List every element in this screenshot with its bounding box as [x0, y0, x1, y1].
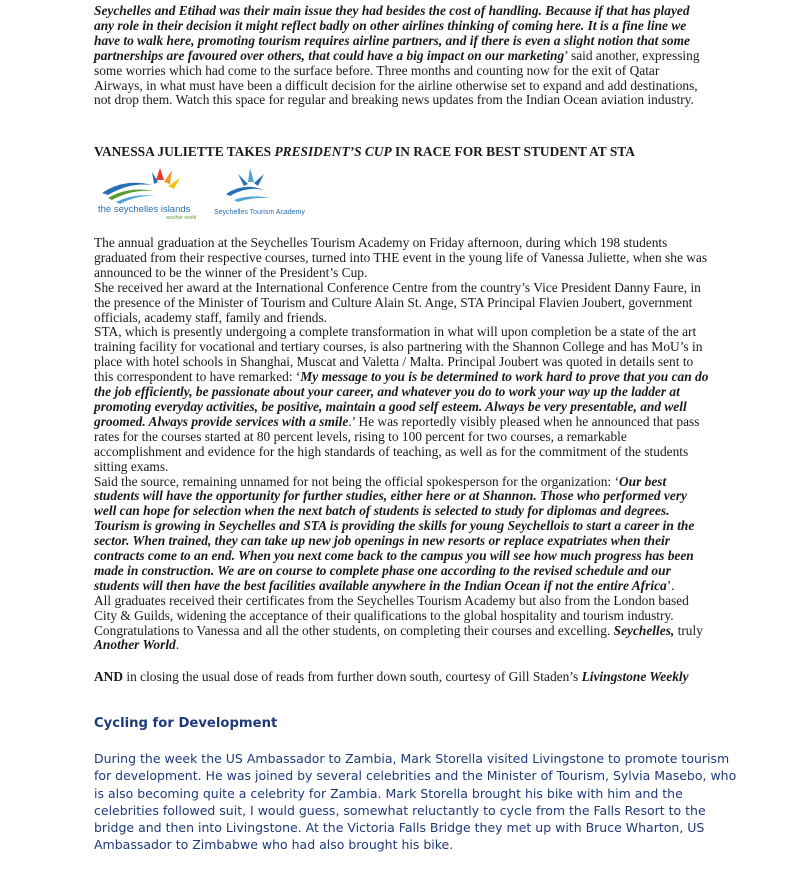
seychelles-logo-image: [94, 160, 334, 222]
headline-presidents-cup: PRESIDENT’S CUP: [274, 144, 392, 159]
article-paragraph-6: [94, 624, 710, 654]
article-headline: [94, 145, 714, 160]
logo-left-tagline: another world: [166, 215, 197, 221]
article-paragraph-3: [94, 325, 710, 474]
article-paragraph-1: The annual graduation at the Seychelles Tourism Academy on Friday afternoon, during which 198 students graduated from their respective courses, turned into THE event in the young life of Vanessa Juliette, when she was announced to be the winner of the President’s Cup.: [94, 235, 708, 280]
p4-end: ’.: [666, 577, 675, 593]
intro-paragraph: [94, 4, 710, 108]
cycling-heading: Cycling for Development: [94, 716, 278, 731]
joubert-quote: My message to you is be determined to work hard to prove that you can do the job efficiently, be passionate about your career, and whatever you do to work your way up the ladder at promoting everyday activities, be positive, maintain a good self esteem. Always be very presentable, and well groomed. Always provide services with a smile: [94, 369, 709, 429]
p6-seychelles: Seychelles,: [613, 622, 675, 638]
source-quote: Our best students will have the opportunity for further studies, either here or at Shannon. Those who performed very well can hope for selection when the next batch of students is selected to study for diplomas and degrees. Tourism is growing in Seychelles and STA is providing the skills for young Seychellois to start a career in the sector. When trained, they can take up new job openings in new resorts or replace expatriates when their contracts come to an end. When you next come back to the campus you will see how much progress has been made in construction. We are on course to complete phase one according to the revised schedule and our students will then have the best facilities available anywhere in the Indian Ocean if not the entire Africa: [94, 473, 695, 593]
p6-another-world: Another World: [94, 637, 176, 653]
p3-end: .’ He was reportedly visibly pleased when he announced that pass rates for the courses started at 80 percent levels, rising to 100 percent for two courses, a remarkable accomplishment and evidence for the high standards of teaching, as well as for the commitment of the students sitting exams.: [94, 413, 700, 474]
article-paragraph-2: She received her award at the International Conference Centre from the country’s Vice President Danny Faure, in the presence of the Minister of Tourism and Culture Alain St. Ange, STA Principal Flavien Joubert, government officials, academy staff, family and friends.: [94, 279, 701, 325]
closing-line: [94, 670, 710, 685]
intro-rest: ’ said another, expressing some worries which had come to the surface before. Three months and counting now for the exit of Qatar Airways, in what must have been a difficult decision for the airline otherwise set to expand and add destinations, not drop them. Watch this space for regular and breaking news updates from the Indian Ocean aviation industry.: [94, 47, 700, 108]
logo-right-name: Seychelles Tourism Academy: [214, 209, 305, 216]
article-paragraph-5: All graduates received their certificates from the Seychelles Tourism Academy but also from the London based City & Guilds, widening the acceptance of their qualifications to the global hospitality and tourism industry.: [94, 592, 689, 623]
headline-part-1: VANESSA JULIETTE TAKES: [94, 144, 275, 159]
article-body: [94, 236, 710, 653]
closing-text: in closing the usual dose of reads from further down south, courtesy of Gill Staden’s: [123, 669, 582, 684]
cycling-body: During the week the US Ambassador to Zambia, Mark Storella visited Livingstone to promote tourism for development. He was joined by several celebrities and the Minister of Tourism, Sylvia Masebo, who is also becoming quite a celebrity for Zambia. Mark Storella brought his bike with him and the celebrities followed suit, I would guess, somewhat reluctantly to cycle from the Falls Resort to the bridge and then into Livingstone. At the Victoria Falls Bridge they met up with Bruce Wharton, US Ambassador to Zimbabwe who had also brought his bike.: [94, 751, 737, 853]
livingstone-weekly: Livingstone Weekly: [581, 669, 689, 684]
intro-quote: Seychelles and Etihad was their main issue they had besides the cost of handling. Because if that has played any role in their decision it might reflect badly on other airlines thinking of coming here. It is a fine line we have to walk here, promoting tourism requires airline partners, and if there is even a slight notion that some partnerships are favoured over others, that could have a big impact on our marketing: [94, 3, 690, 63]
p3-start: STA, which is presently undergoing a complete transformation in what will upon completion be a state of the art training facility for vocational and tertiary courses, is also partnering with the Shannon College and has MoU’s in place with hotel schools in Shanghai, Muscat and Valetta / Malta. Principal Joubert was quoted in details sent to this correspondent to have remarked: ‘: [94, 324, 703, 385]
logo-left-name: the seychelles islands: [98, 204, 191, 215]
article-paragraph-4: [94, 475, 710, 594]
headline-part-3: IN RACE FOR BEST STUDENT AT STA: [391, 144, 635, 159]
p6-start: Congratulations to Vanessa and all the other students, on completing their courses and excelling.: [94, 622, 614, 638]
p4-start: Said the source, remaining unnamed for not being the official spokesperson for the organization: ‘: [94, 473, 619, 489]
p6-end: .: [175, 637, 180, 653]
closing-and: AND: [94, 669, 124, 684]
p6-mid: truly: [674, 622, 703, 638]
logo-strip: [94, 160, 334, 222]
